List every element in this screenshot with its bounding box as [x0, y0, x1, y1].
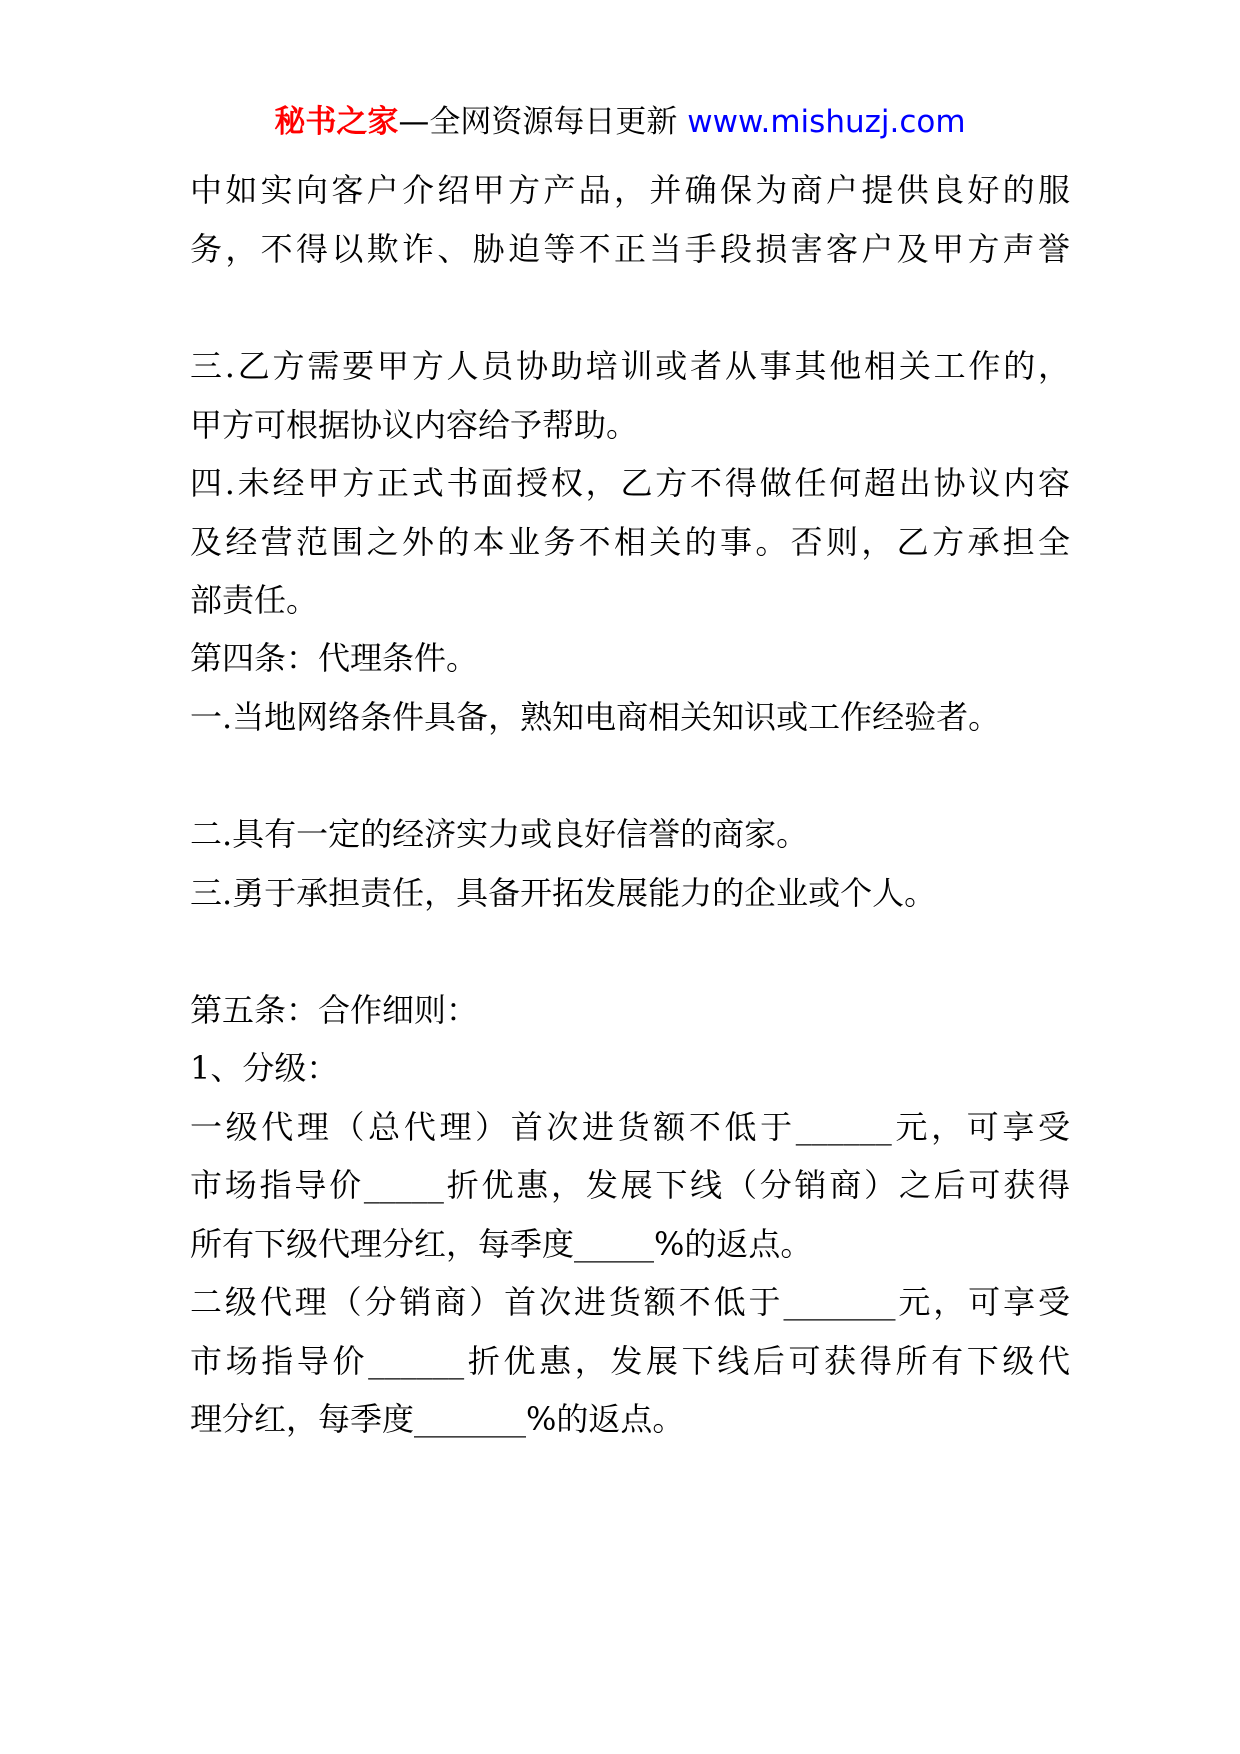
paragraph-line: 所有下级代理分红，每季度_____%的返点。 — [190, 1225, 813, 1263]
paragraph-line: 及经营范围之外的本业务不相关的事。否则，乙方承担全 — [190, 523, 1070, 561]
clause-line: 二.具有一定的经济实力或良好信誉的商家。 — [190, 815, 809, 853]
paragraph-line: 务，不得以欺诈、胁迫等不正当手段损害客户及甲方声誉 — [190, 230, 1070, 268]
site-brand: 秘书之家 — [274, 104, 399, 140]
paragraph-line: 理分红，每季度_______%的返点。 — [190, 1400, 685, 1438]
clause-line: 四.未经甲方正式书面授权，乙方不得做任何超出协议内容 — [190, 464, 1070, 502]
paragraph-line: 市场指导价______折优惠，发展下线后可获得所有下级代 — [190, 1342, 1070, 1380]
site-tagline: —全网资源每日更新 — [398, 104, 678, 140]
article-heading: 第四条：代理条件。 — [190, 639, 479, 677]
clause-line: 三.乙方需要甲方人员协助培训或者从事其他相关工作的， — [190, 347, 1070, 385]
paragraph-line: 中如实向客户介绍甲方产品，并确保为商户提供良好的服 — [190, 171, 1070, 209]
clause-line: 二级代理（分销商）首次进货额不低于_______元，可享受 — [190, 1283, 1070, 1321]
article-heading: 第五条：合作细则： — [190, 991, 479, 1029]
paragraph-line: 部责任。 — [190, 581, 319, 619]
clause-line: 1、分级： — [190, 1049, 339, 1087]
clause-line: 三.勇于承担责任，具备开拓发展能力的企业或个人。 — [190, 874, 937, 912]
paragraph-line: 甲方可根据协议内容给予帮助。 — [190, 406, 639, 444]
clause-line: 一.当地网络条件具备，熟知电商相关知识或工作经验者。 — [190, 698, 1001, 736]
paragraph-line: 市场指导价_____折优惠，发展下线（分销商）之后可获得 — [190, 1166, 1070, 1204]
clause-line: 一级代理（总代理）首次进货额不低于______元，可享受 — [190, 1108, 1070, 1146]
site-header — [0, 100, 1240, 144]
site-url-link[interactable]: www.mishuzj.com — [687, 104, 966, 140]
